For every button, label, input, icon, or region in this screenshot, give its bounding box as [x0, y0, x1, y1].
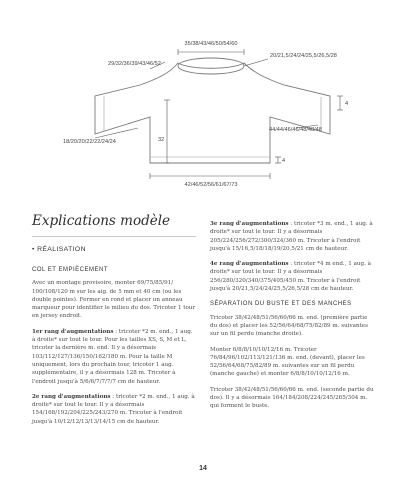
section-title: Explications modèle	[32, 213, 171, 229]
label-hem-height: 4	[282, 158, 286, 164]
increase-round-2-text: : tricoter *2 m. end., 1 aug. à droite* sur tout le tour. Il y a désormais 154/168/192/204/225/243/270 m. Tricoter à l'endroit jusqu'à 10/12/12/13/13/14/15 cm de hauteur.	[32, 393, 195, 425]
label-yoke: 29/32/36/39/43/46/52	[108, 61, 161, 67]
sweater-schematic	[0, 0, 406, 200]
increase-round-1	[32, 328, 196, 386]
separation-heading: SÉPARATION DU BUSTE ET DES MANCHES	[210, 301, 352, 308]
increase-round-3-text: : tricoter *3 m. end., 1 aug. à droite* sur tout le tour. Il y a désormais 205/224/256/272/300/324/360 m. Tricoter à l'endroit jusqu'à 15/16,5/18/18/19/20,5/21 cm de hauteur.	[210, 221, 373, 252]
increase-round-1-text: : tricoter *2 m. end., 1 aug. à droite* sur tout le tour. Pour les tailles XS, S, M et L, tricoter la dernière m. end. Il y a désormais 103/112/127/136/150/162/180 m. Pour la taille M uniquement, lors du prochain tour, tricoter 1 aug. supplémentaire, il y a désormais 128 m. Tricoter à l'endroit jusqu'à 5/6/6/7/7/7/7 cm de hauteur.	[32, 328, 193, 385]
right-column	[210, 220, 376, 418]
increase-round-4-text: : tricoter *4 m end., 1 aug. à droite* sur tout le tour. Il y a désormais 256/280/320/340/375/405/450 m. Tricoter à l'endroit jusqu'à 20/21,5/24/24/25,5/26,5/28 cm de hauteur.	[210, 261, 371, 293]
sweater-outline	[95, 63, 330, 163]
increase-round-4-label: 4e rang d'augmentations	[210, 261, 289, 268]
increase-round-3-label: 3e rang d'augmentations	[210, 221, 289, 227]
increase-round-1-label: 1er rang d'augmentations	[32, 328, 114, 335]
col-paragraph: Avec un montage provisoire, monter 69/75/85/91/ 100/108/120 m sur les aig. de 5 mm et 40 cm (ou les double pointes). Fermer en rond et placer un anneau marqueur pour identifier le milieu du dos. Tricoter 1 tour en jersey endroit.	[32, 280, 196, 320]
increase-round-4	[210, 260, 376, 293]
label-top-width: 35/38/43/46/50/54/60	[184, 41, 238, 47]
title-divider	[32, 236, 196, 237]
label-upper-arm: 18/20/20/22/22/24/24	[63, 139, 116, 145]
label-cuff-top: 4	[345, 101, 349, 107]
separation-paragraph-2: Monter 6/8/8/10/10/12/16 m. Tricoter 76/84/96/102/113/121/136 m. end. (devant), placer les 52/56/64/68/75/82/89 m. suivantes sur un fil perdu (manche gauche) et monter 6/8/8/10/10/12/16 m.	[210, 346, 365, 378]
left-column	[32, 266, 196, 433]
page-number: 14	[199, 465, 207, 472]
separation-paragraph-3: Tricoter 38/42/48/51/56/60/66 m. end. (seconde partie du dos). Il y a désormais 164/184/208/224/245/265/304 m. qui forment le buste.	[210, 386, 374, 410]
label-sleeve: 44/44/46/46/48/48/48	[269, 127, 322, 133]
label-hem-width: 42/46/52/56/61/67/73	[184, 182, 238, 188]
increase-round-2	[32, 393, 196, 426]
label-body-height: 32	[158, 137, 165, 143]
increase-round-2-label: 2e rang d'augmentations	[32, 393, 111, 400]
label-neck: 20/21,5/24/24/25,5/26,5/28	[270, 53, 337, 59]
increase-round-3	[210, 220, 376, 253]
realisation-heading: • RÉALISATION	[32, 246, 86, 253]
separation-paragraph-1: Tricoter 38/42/48/51/56/60/66 m. end. (première partie du dos) et placer les 52/56/64/68/75/82/89 m. suivantes sur un fil perdu (manche droite).	[210, 314, 368, 338]
col-heading: COL ET EMPIÈCEMENT	[32, 267, 109, 273]
